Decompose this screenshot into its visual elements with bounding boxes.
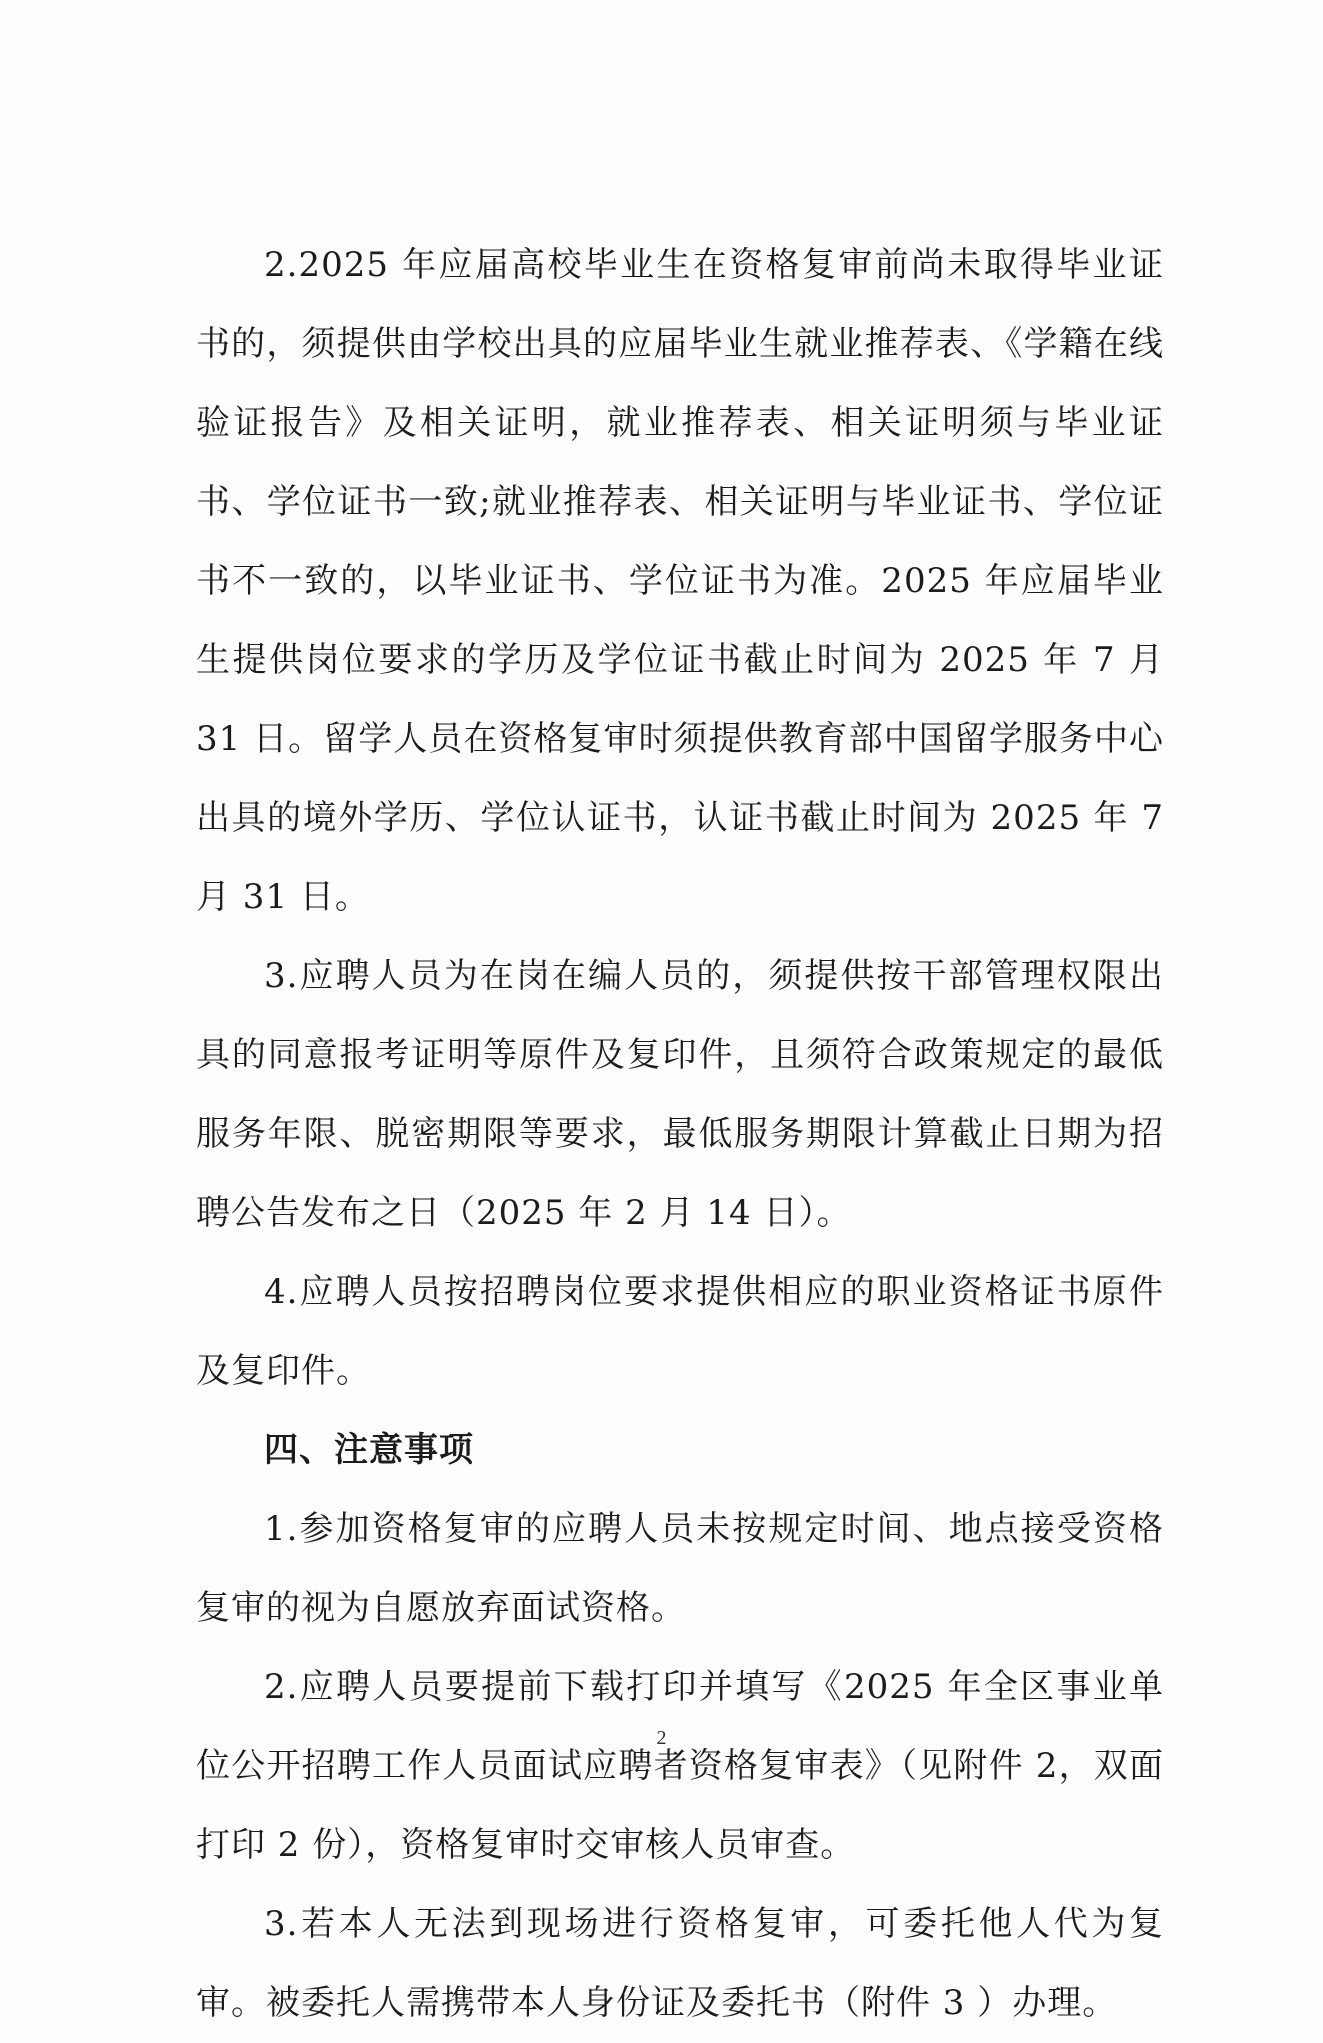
note-item-review-form: 2.应聘人员要提前下载打印并填写《2025 年全区事业单位公开招聘工作人员面试应聘者资格复审表》（见附件 2，双面打印 2 份），资格复审时交审核人员审查。 [196,1667,1164,1865]
paragraph-professional-certificates: 4.应聘人员按招聘岗位要求提供相应的职业资格证书原件及复印件。 [196,1272,1164,1391]
paragraph-graduates-certificates: 2.2025 年应届高校毕业生在资格复审前尚未取得毕业证书的，须提供由学校出具的应届毕业生就业推荐表、《学籍在线验证报告》及相关证明，就业推荐表、相关证明须与毕业证书、学位证书一致;就业推荐表、相关证明与毕业证书、学位证书不一致的，以毕业证书、学位证书为准。2025 年应届毕业生提供岗位要求的学历及学位证书截止时间为 2025 年 7 月 31 日。留学人员在资格复审时须提供教育部中国留学服务中心出具的境外学历、学位认证书，认证书截止时间为 2025 年 7 月 31 日。 [196,245,1164,917]
section-heading-notes: 四、注意事项 [264,1430,474,1470]
note-item-delegation: 3.若本人无法到现场进行资格复审，可委托他人代为复审。被委托人需携带本人身份证及委托书（附件 3 ）办理。 [196,1904,1164,2023]
document-body [196,226,1164,2043]
paragraph-employed-applicants: 3.应聘人员为在岗在编人员的，须提供按干部管理权限出具的同意报考证明等原件及复印件，且须符合政策规定的最低服务年限、脱密期限等要求，最低服务期限计算截止日期为招聘公告发布之日（2025 年 2 月 14 日）。 [196,956,1164,1233]
page-number: 2 [656,1727,667,1749]
note-item-absence: 1.参加资格复审的应聘人员未按规定时间、地点接受资格复审的视为自愿放弃面试资格。 [196,1509,1164,1628]
